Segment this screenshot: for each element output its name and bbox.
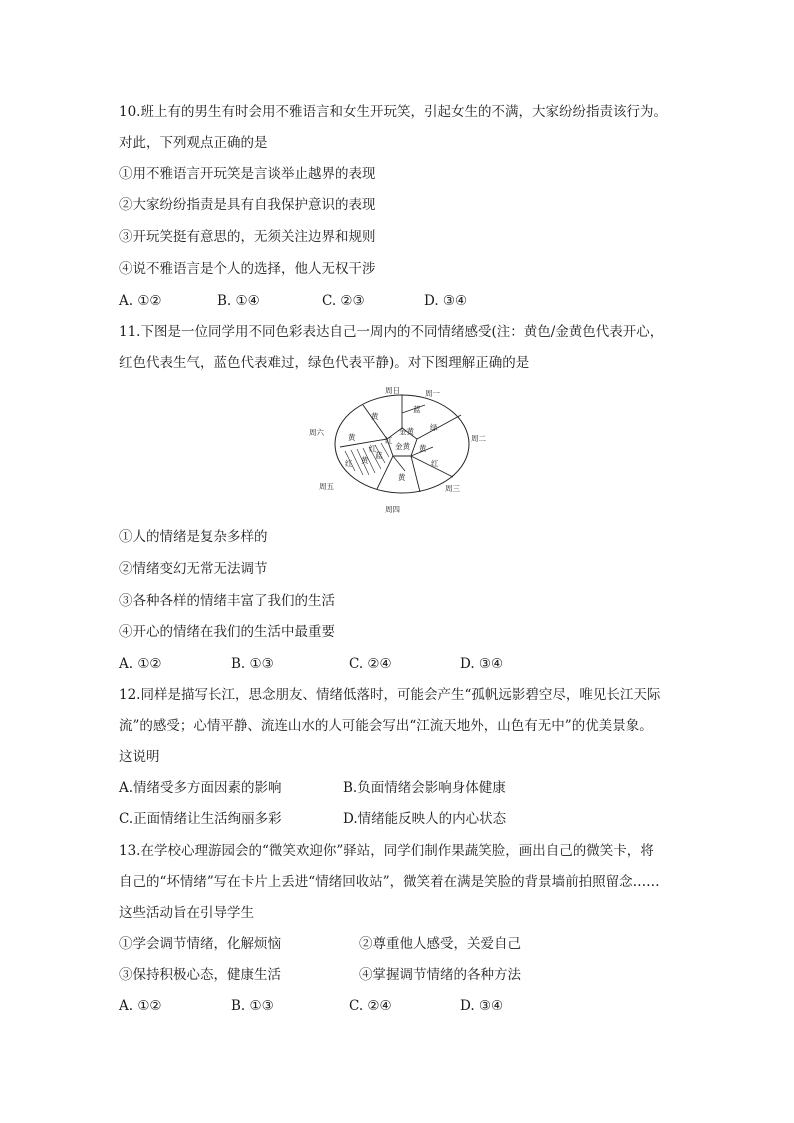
day-label-sun: 周日 <box>385 386 400 395</box>
weekly-emotion-wheel <box>305 383 495 515</box>
q11-option-b: B. ①③ <box>231 656 274 672</box>
q12-option-a: A.情绪受多方面因素的影响 <box>119 780 282 796</box>
q11-stem-line2: 红色代表生气，蓝色代表难过，绿色代表平静)。对下图理解正确的是 <box>119 355 530 371</box>
q10-stem-line2: 对此，下列观点正确的是 <box>119 135 268 151</box>
emotion-wheel-svg <box>305 383 495 515</box>
q13-option-c: C. ②④ <box>349 998 392 1014</box>
q13-stem-line2: 自己的“坏情绪”写在卡片上丢进“情绪回收站”，微笑着在满是笑脸的背景墙前拍照留念…… <box>119 874 660 890</box>
q12-stem-line2: 流”的感受；心情平静、流连山水的人可能会写出“江流天地外，山色有无中”的优美景象。 <box>119 718 653 734</box>
q11-item-2: ②情绪变幻无常无法调节 <box>119 561 268 577</box>
q10-item-3: ③开玩笑挺有意思的，无须关注边界和规则 <box>119 229 376 245</box>
q13-item-2: ②尊重他人感受，关爱自己 <box>359 936 521 952</box>
q10-option-c: C. ②③ <box>322 293 365 309</box>
q13-item-1: ①学会调节情绪，化解烦恼 <box>119 936 281 952</box>
q13-option-b: B. ①③ <box>231 998 274 1014</box>
seg-fri-red: 红 <box>345 459 353 468</box>
seg-thu-yellow: 黄 <box>398 473 406 482</box>
q10-option-d: D. ③④ <box>424 293 468 309</box>
q12-stem-line3: 这说明 <box>119 749 160 765</box>
day-label-wed: 周三 <box>445 484 460 493</box>
q11-option-a: A. ①② <box>119 656 162 672</box>
day-label-mon: 周一 <box>425 389 440 398</box>
q10-option-a: A. ①② <box>119 293 162 309</box>
seg-fri-yellow: 黄 <box>361 456 369 465</box>
q10-item-4: ④说不雅语言是个人的选择，他人无权干涉 <box>119 261 376 277</box>
q13-stem-line3: 这些活动旨在引导学生 <box>119 905 254 921</box>
q10-item-2: ②大家纷纷指责是具有自我保护意识的表现 <box>119 197 376 213</box>
q10-stem-line1: 10.班上有的男生有时会用不雅语言和女生开玩笑，引起女生的不满，大家纷纷指责该行为。 <box>119 104 667 120</box>
seg-sat-yellow: 黄 <box>348 433 356 442</box>
divider-thu-fri <box>377 456 393 489</box>
q13-option-d: D. ③④ <box>460 998 504 1014</box>
divider-thu-inner <box>393 456 405 471</box>
q12-option-c: C.正面情绪让生活绚丽多彩 <box>119 811 282 827</box>
seg-tue-green: 绿 <box>430 423 438 432</box>
q12-stem-line1: 12.同样是描写长江，思念朋友、情绪低落时，可能会产生“孤帆远影碧空尽，唯见长江天际 <box>119 687 661 703</box>
q11-stem-line1: 11.下图是一位同学用不同色彩表达自己一周内的不同情绪感受(注：黄色/金黄色代表开心， <box>119 324 664 340</box>
q13-item-3: ③保持积极心态，健康生活 <box>119 967 281 983</box>
seg-mon-gold: 金黄 <box>399 427 414 436</box>
day-label-sat: 周六 <box>309 428 324 437</box>
seg-wed-red: 红 <box>431 459 439 468</box>
q13-option-a: A. ①② <box>119 998 162 1014</box>
seg-wed-yellow: 黄 <box>419 444 427 453</box>
q11-item-3: ③各种各样的情绪丰富了我们的生活 <box>119 593 335 609</box>
q11-option-d: D. ③④ <box>460 656 504 672</box>
q11-option-c: C. ②④ <box>349 656 392 672</box>
q10-item-1: ①用不雅语言开玩笑是言谈举止越界的表现 <box>119 166 376 182</box>
q12-option-b: B.负面情绪会影响身体健康 <box>343 780 506 796</box>
q13-stem-line1: 13.在学校心理游园会的“微笑欢迎你”驿站，同学们制作果蔬笑脸，画出自己的微笑卡，将 <box>119 843 654 859</box>
q12-option-d: D.情绪能反映人的内心状态 <box>343 811 507 827</box>
divider-sat-sun <box>363 405 387 439</box>
day-label-tue: 周二 <box>471 434 486 443</box>
q10-option-b: B. ①④ <box>217 293 260 309</box>
divider-mon-tue <box>417 415 461 439</box>
divider-wed-thu <box>411 456 420 492</box>
q13-item-4: ④掌握调节情绪的各种方法 <box>359 967 521 983</box>
q11-item-4: ④开心的情绪在我们的生活中最重要 <box>119 624 335 640</box>
seg-sun-yellow: 黄 <box>371 412 379 421</box>
seg-center-red: 红 <box>385 436 393 445</box>
seg-center-gold: 金黄 <box>395 442 410 451</box>
seg-fri-blue: 蓝 <box>375 451 383 460</box>
day-label-fri: 周五 <box>319 482 334 491</box>
seg-fri-red-2: 红 <box>369 444 377 453</box>
q11-item-1: ①人的情绪是复杂多样的 <box>119 529 268 545</box>
day-label-thu: 周四 <box>385 505 400 514</box>
seg-mon-blue: 蓝 <box>413 405 421 414</box>
